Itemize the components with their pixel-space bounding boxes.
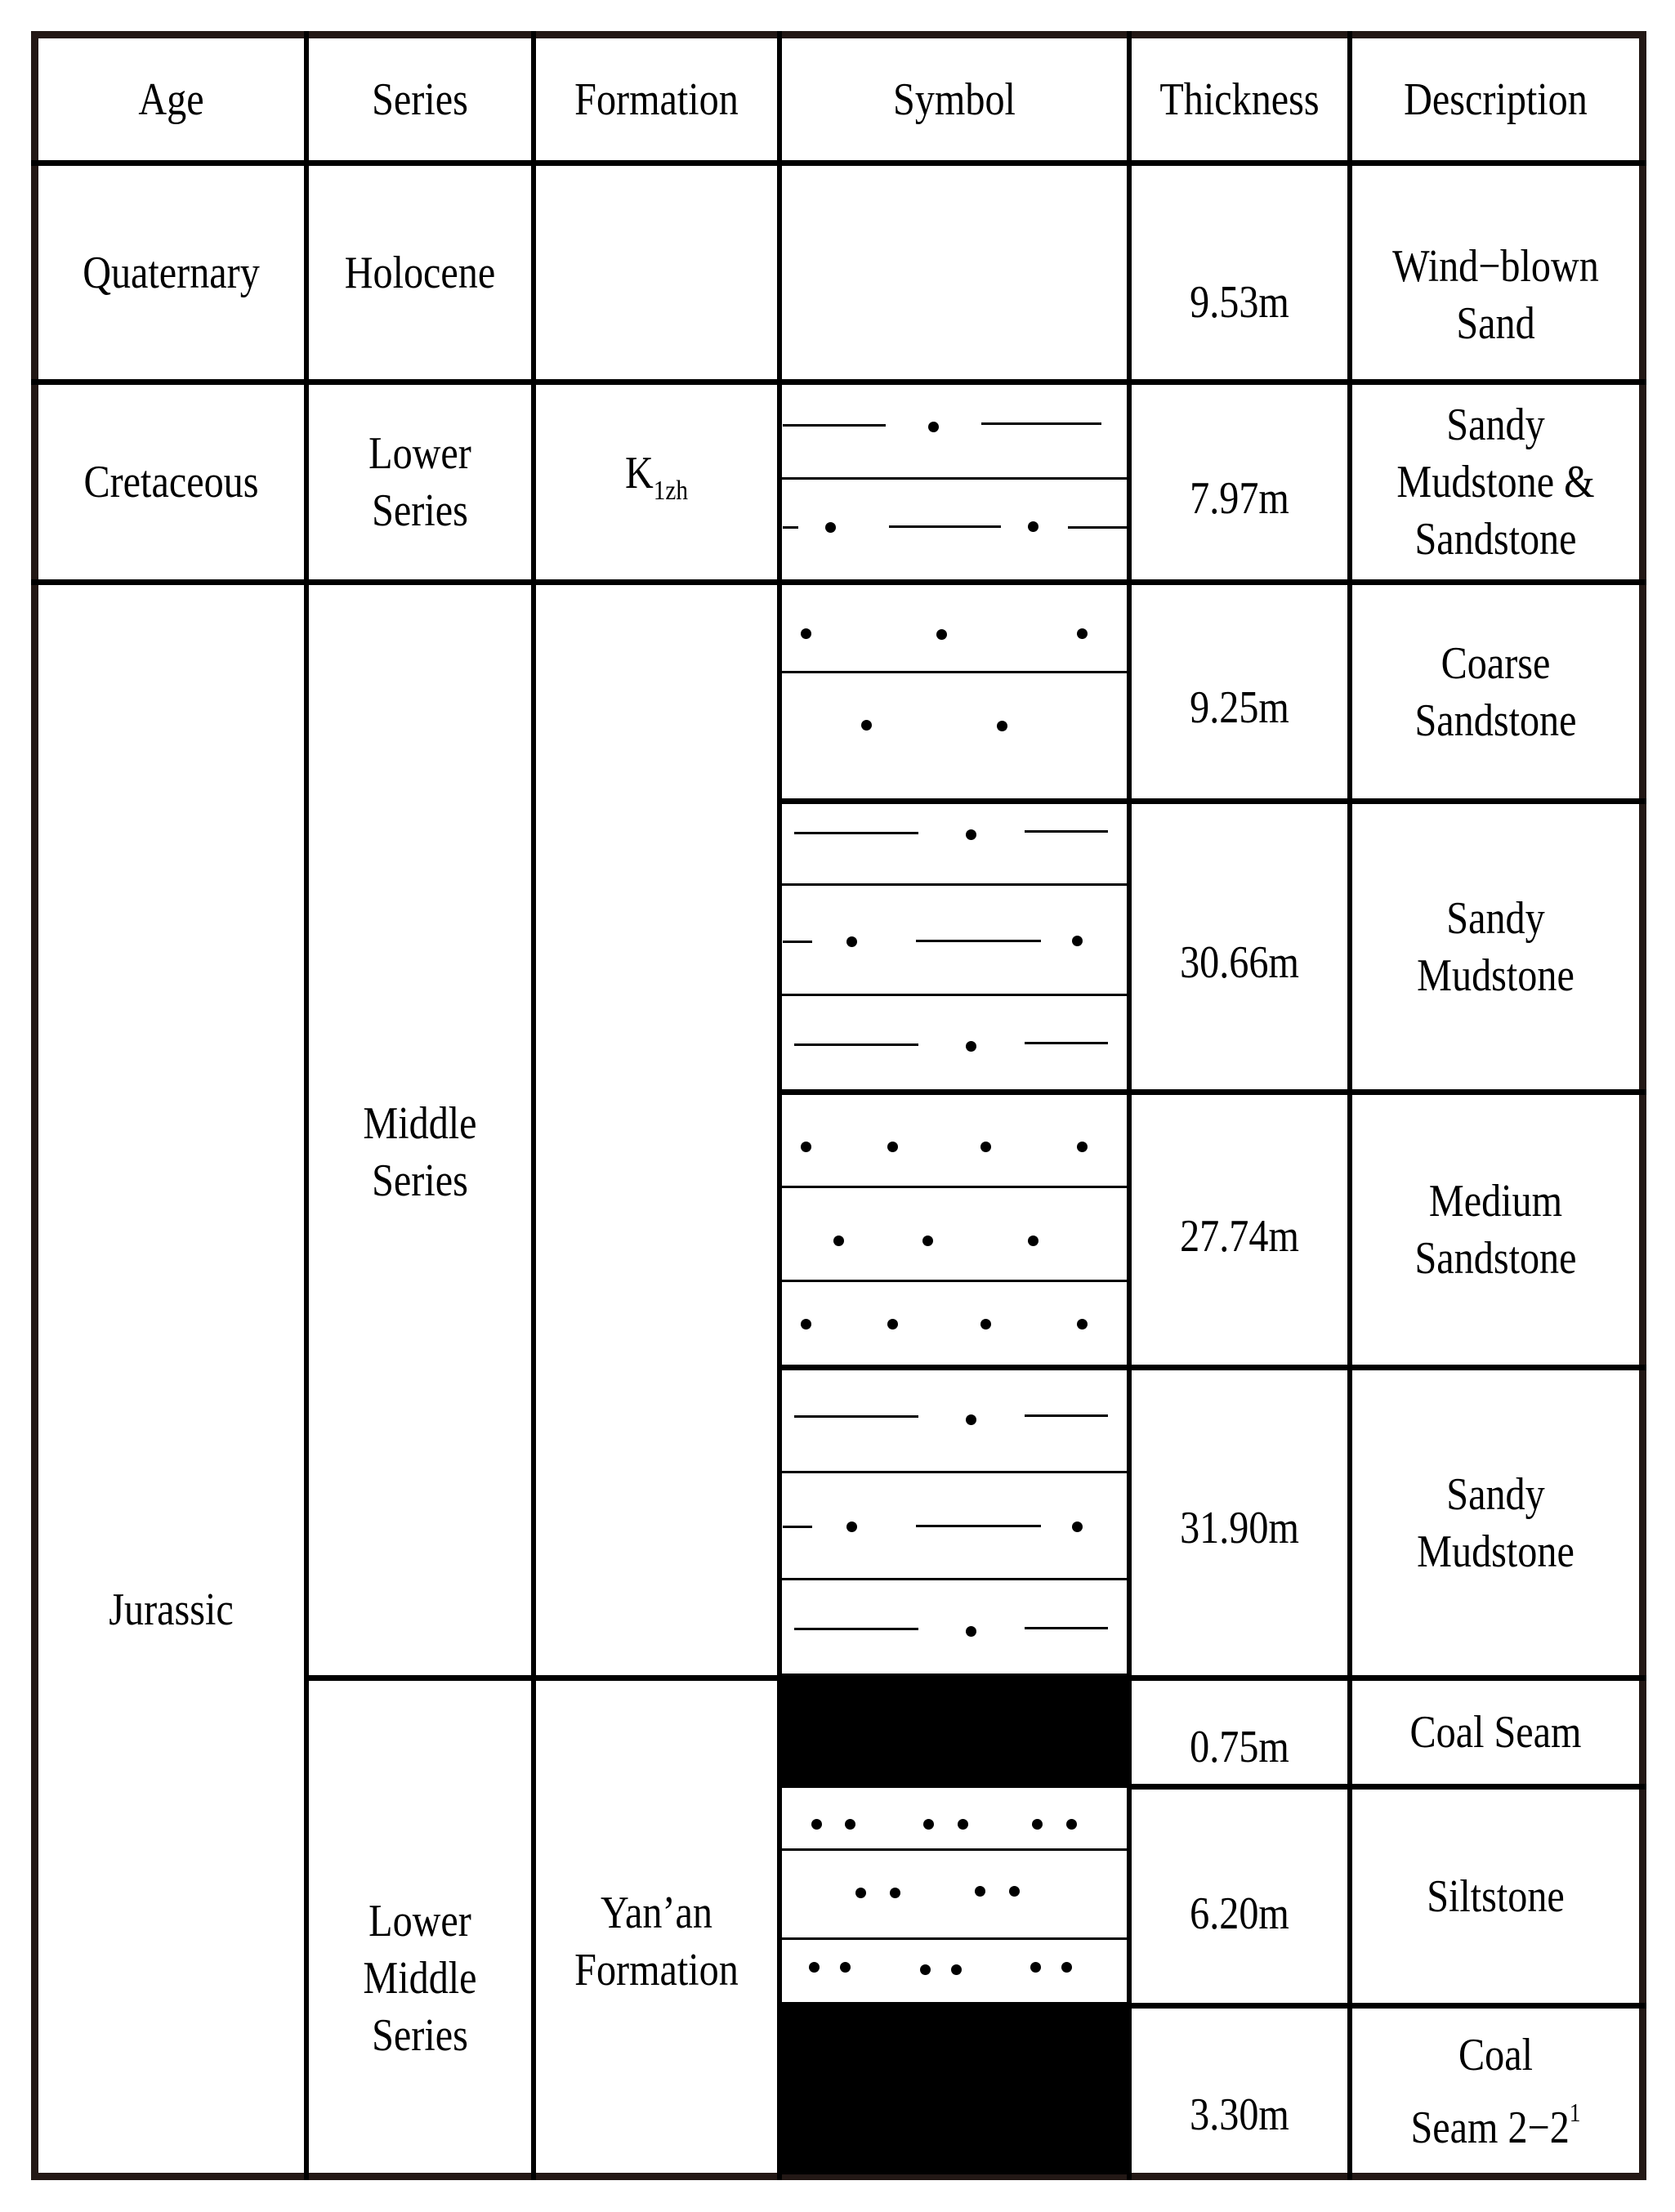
description-line: Wind−blown: [1392, 241, 1599, 292]
thickness-cell: [1146, 1690, 1332, 1804]
sand-dot: [1077, 1142, 1088, 1152]
series-lower-middle: [324, 1876, 516, 2080]
symbol-band-line: [782, 1280, 1127, 1282]
mud-dash: [981, 422, 1101, 425]
sand-dot: [846, 1522, 857, 1532]
header-series-label: Series: [372, 74, 468, 125]
description-cell: [1373, 221, 1619, 369]
formation-k-main: K: [624, 448, 654, 498]
description-line: Siltstone: [1427, 1870, 1565, 1922]
col-divider-age-series: [304, 31, 309, 2180]
description-line: Coal Seam: [1409, 1707, 1582, 1758]
col-divider-thickness-description: [1347, 31, 1352, 2180]
symbol-band-line: [782, 994, 1127, 996]
col-divider-symbol-thickness: [1127, 31, 1132, 2180]
thickness-value: 30.66m: [1180, 937, 1299, 988]
row-line-cretaceous: [31, 579, 1646, 585]
description-line: Medium: [1428, 1176, 1563, 1227]
description-cell: [1373, 585, 1619, 798]
symbol-band-line: [782, 477, 1127, 480]
description-line: Mudstone: [1417, 1526, 1574, 1577]
sand-dot: [833, 1236, 844, 1246]
silt-dot: [890, 1888, 900, 1898]
sand-dot: [1028, 1236, 1038, 1246]
sand-dot: [846, 936, 857, 947]
age-quaternary-label: Quaternary: [83, 247, 260, 298]
row-line-medium: [777, 1365, 1646, 1370]
silt-dot: [1061, 1962, 1072, 1973]
thickness-cell: [1146, 1179, 1332, 1294]
sand-dot: [966, 1626, 976, 1637]
description-line: Sandy: [1446, 1468, 1545, 1520]
header-series: [324, 38, 516, 160]
description-superscript: 1: [1569, 2097, 1581, 2127]
col-divider-formation-symbol: [777, 31, 782, 2180]
series-middle: [324, 1062, 516, 1242]
sand-dot: [1028, 521, 1038, 532]
description-line: Coal: [1458, 2029, 1533, 2080]
header-bottom-line: [31, 160, 1646, 166]
silt-dot: [1032, 1819, 1043, 1830]
sand-dot: [801, 628, 811, 639]
mud-dash: [1025, 1042, 1108, 1044]
header-thickness-label: Thickness: [1159, 74, 1320, 125]
mud-dash: [1025, 1414, 1108, 1417]
sand-dot: [1072, 936, 1083, 946]
silt-dot: [811, 1819, 822, 1830]
silt-dot: [809, 1962, 820, 1973]
mud-dash: [783, 526, 798, 529]
thickness-cell: [1146, 905, 1332, 1020]
sand-dot: [966, 1414, 976, 1425]
symbol-coal-seam: [777, 1674, 1132, 1788]
series-middle-line1: Middle: [363, 1098, 477, 1149]
symbol-coal-seam-2-2: [777, 2002, 1132, 2174]
description-line: Coarse: [1440, 637, 1551, 689]
thickness-value: 3.30m: [1190, 2089, 1289, 2140]
symbol-band-line: [782, 1848, 1127, 1851]
header-formation-label: Formation: [574, 74, 739, 125]
thickness-cell: [1146, 1857, 1332, 1971]
mud-dash: [916, 940, 1041, 942]
sand-dot: [861, 720, 872, 731]
description-cell: [1373, 1790, 1619, 2003]
silt-dot: [951, 1964, 962, 1975]
description-cell: [1373, 1370, 1619, 1675]
header-age-label: Age: [138, 74, 204, 125]
silt-dot: [1030, 1962, 1041, 1973]
formation-k1zh-label: [625, 445, 688, 520]
formation-k-subscript: 1zh: [653, 476, 688, 506]
sand-dot: [997, 721, 1007, 731]
sand-dot: [980, 1319, 991, 1329]
description-cell: [1373, 1681, 1619, 1784]
description-line: Sandstone: [1414, 514, 1577, 565]
formation-yanan-line1: Yan’an: [601, 1888, 712, 1938]
series-middle-line2: Series: [372, 1155, 468, 1206]
silt-dot: [1066, 1819, 1077, 1830]
age-jurassic: [57, 1536, 286, 1683]
silt-dot: [840, 1962, 851, 1973]
row-line-quaternary: [31, 379, 1646, 385]
thickness-cell: [1146, 650, 1332, 765]
symbol-band-line: [782, 671, 1127, 673]
symbol-band-line: [782, 1937, 1127, 1940]
mud-dash: [1025, 1627, 1108, 1629]
description-line: [1410, 2084, 1580, 2156]
description-line: Sandy: [1446, 400, 1545, 450]
header-symbol: [806, 38, 1103, 160]
header-description-label: Description: [1404, 74, 1588, 125]
header-symbol-label: Symbol: [893, 74, 1016, 125]
sand-dot: [1077, 1319, 1088, 1329]
symbol-band-line: [782, 883, 1127, 886]
silt-dot: [958, 1819, 968, 1830]
symbol-band-line: [782, 1471, 1127, 1473]
series-lower-line1: Lower: [368, 428, 471, 479]
thickness-value: 31.90m: [1180, 1503, 1299, 1553]
description-line: Sandstone: [1414, 1233, 1577, 1284]
sand-dot: [801, 1142, 811, 1152]
mud-dash: [794, 1628, 918, 1630]
sand-dot: [1077, 628, 1088, 639]
description-text: Seam 2−2: [1410, 2102, 1570, 2153]
row-line-siltstone: [1127, 2003, 1646, 2009]
mud-dash: [889, 525, 1001, 528]
series-lower-middle-line2: Middle: [363, 1953, 477, 2004]
series-lower-middle-line1: Lower: [368, 1896, 471, 1946]
series-holocene-label: Holocene: [344, 247, 496, 298]
row-line-sandy-mud-1: [777, 1089, 1646, 1095]
mud-dash: [794, 1415, 918, 1418]
sand-dot: [887, 1319, 898, 1329]
series-lower-middle-line3: Series: [372, 2010, 468, 2061]
formation-k1zh: [553, 385, 761, 579]
silt-dot: [1009, 1886, 1020, 1897]
thickness-cell: [1146, 441, 1332, 556]
sand-dot: [801, 1319, 811, 1329]
series-holocene: [324, 166, 516, 379]
description-cell: [1373, 2009, 1619, 2174]
header-formation: [553, 38, 761, 160]
mud-dash: [783, 424, 886, 427]
age-jurassic-label: Jurassic: [109, 1584, 234, 1635]
mud-dash: [783, 941, 812, 943]
silt-dot: [920, 1964, 931, 1975]
sand-dot: [825, 522, 836, 533]
thickness-cell: [1146, 1471, 1332, 1585]
mud-dash: [1068, 526, 1127, 529]
age-quaternary: [57, 166, 286, 379]
col-divider-series-formation: [531, 31, 536, 2180]
sand-dot: [887, 1142, 898, 1152]
thickness-value: 9.25m: [1190, 682, 1289, 733]
age-cretaceous: [57, 385, 286, 579]
thickness-value: 7.97m: [1190, 473, 1289, 524]
formation-yanan-line2: Formation: [574, 1945, 739, 1995]
sand-dot: [1072, 1522, 1083, 1532]
description-cell: [1373, 804, 1619, 1089]
header-description: [1373, 38, 1619, 160]
thickness-value: 6.20m: [1190, 1888, 1289, 1939]
thickness-cell: [1146, 2058, 1332, 2172]
mud-dash: [916, 1525, 1041, 1527]
formation-yanan: [553, 1876, 761, 2007]
sand-dot: [936, 629, 947, 640]
symbol-band-line: [782, 1578, 1127, 1580]
description-cell: [1373, 1095, 1619, 1365]
row-line-coarse: [777, 798, 1646, 804]
mud-dash: [783, 1526, 812, 1528]
silt-dot: [855, 1888, 866, 1898]
sand-dot: [928, 422, 939, 432]
header-age: [57, 38, 286, 160]
mud-dash: [794, 1043, 918, 1046]
description-cell: [1373, 385, 1619, 579]
series-lower: [324, 385, 516, 579]
sand-dot: [980, 1142, 991, 1152]
description-line: Sand: [1456, 298, 1535, 349]
sand-dot: [922, 1236, 933, 1246]
silt-dot: [845, 1819, 855, 1830]
description-line: Mudstone: [1417, 950, 1574, 1001]
description-line: Mudstone &: [1396, 457, 1595, 507]
description-line: Sandstone: [1414, 695, 1577, 746]
thickness-value: 0.75m: [1190, 1722, 1289, 1772]
symbol-band-line: [782, 1186, 1127, 1188]
mud-dash: [1025, 830, 1108, 833]
age-cretaceous-label: Cretaceous: [83, 457, 259, 507]
series-lower-line2: Series: [372, 485, 468, 536]
thickness-value: 9.53m: [1190, 277, 1289, 328]
description-line: Sandy: [1446, 892, 1545, 944]
thickness-value: 27.74m: [1180, 1211, 1299, 1262]
silt-dot: [923, 1819, 934, 1830]
sand-dot: [966, 1041, 976, 1052]
mud-dash: [794, 832, 918, 834]
header-thickness: [1146, 38, 1332, 160]
silt-dot: [975, 1886, 985, 1897]
thickness-cell: [1146, 245, 1332, 360]
sand-dot: [966, 829, 976, 840]
